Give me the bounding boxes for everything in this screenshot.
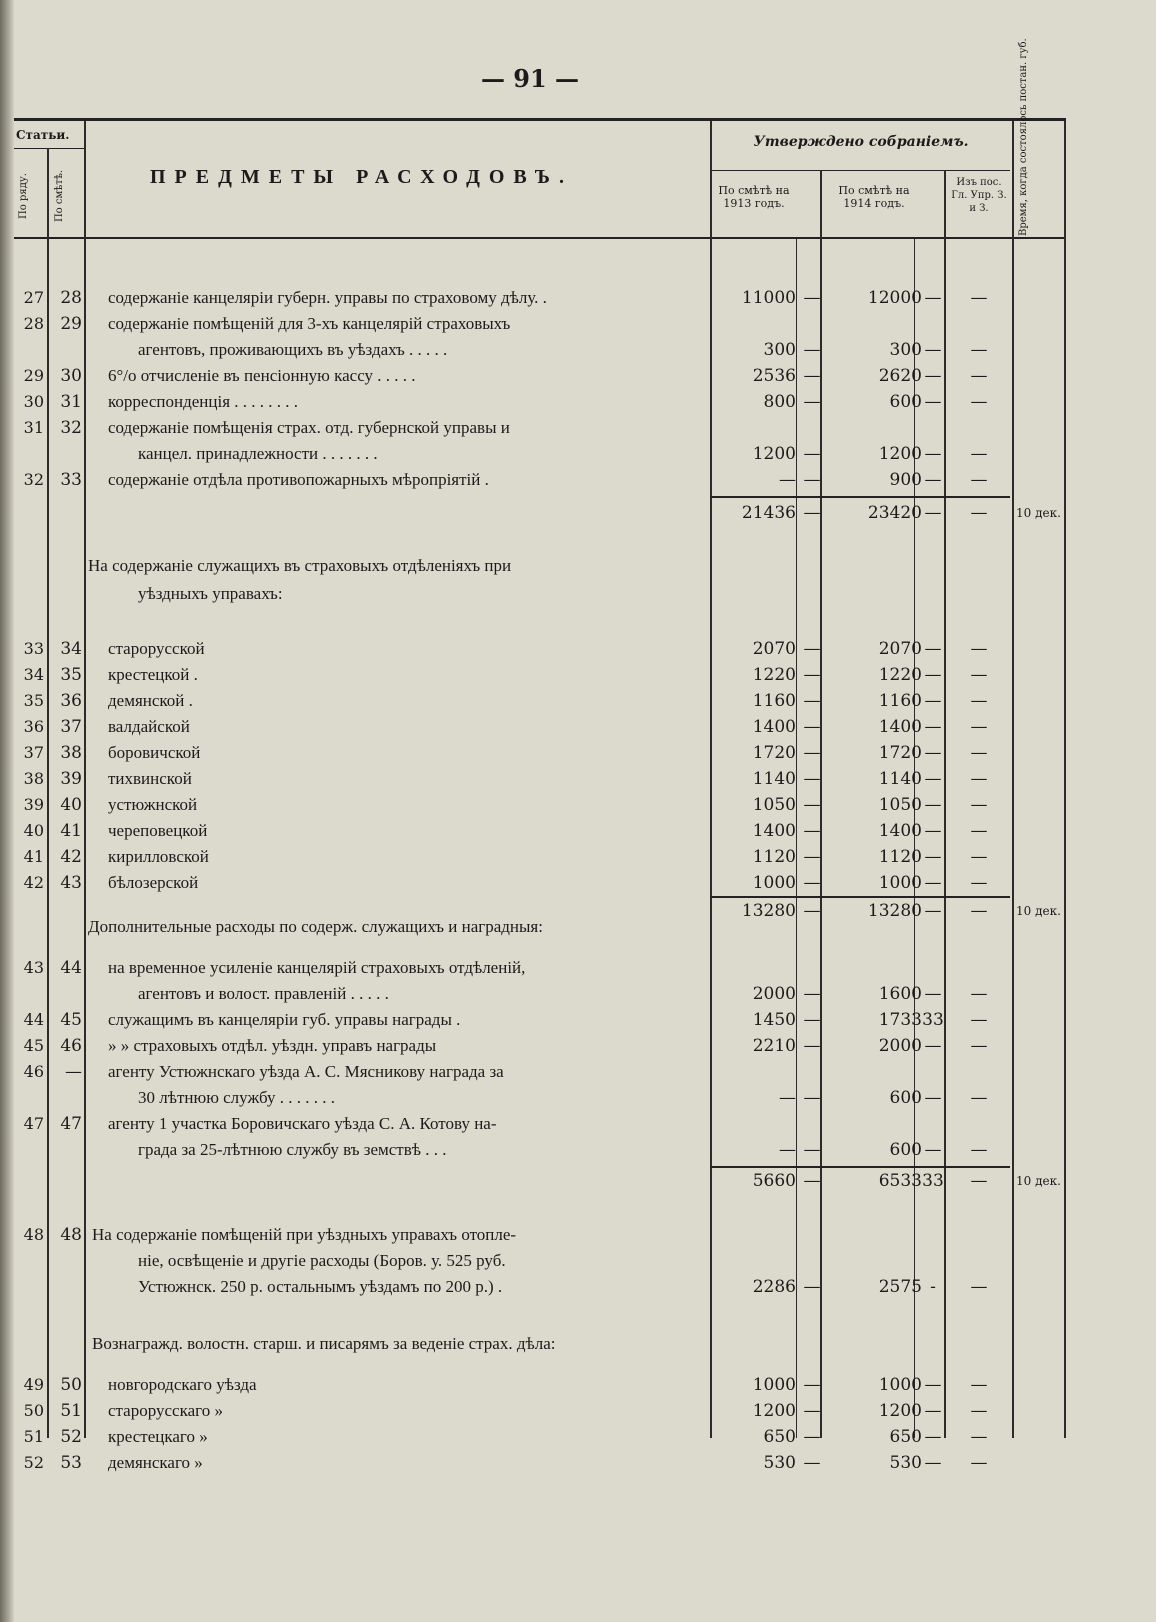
table-row-cont xyxy=(0,337,1156,363)
kop-1914: — xyxy=(924,340,942,360)
value-1914: 530 xyxy=(889,1453,922,1473)
row-text: корреспонденція . . . . . . . . xyxy=(108,392,299,411)
value-izpos: — xyxy=(970,1140,988,1160)
value-1913: 650 xyxy=(763,1427,796,1447)
row-number: 43 xyxy=(23,958,44,977)
statyi-rule xyxy=(14,148,84,149)
table-row xyxy=(0,363,1156,389)
estimate-number: 31 xyxy=(60,392,82,412)
table-row xyxy=(0,285,1156,311)
value-1913: 1400 xyxy=(752,821,796,841)
value-izpos: — xyxy=(970,639,988,659)
kop-1913: — xyxy=(803,717,821,737)
kop-1913: — xyxy=(803,470,821,490)
estimate-number: 41 xyxy=(60,821,82,841)
header-statyi: Статьи. xyxy=(16,128,70,142)
value-1914: 600 xyxy=(889,392,922,412)
kop-1913: — xyxy=(803,288,821,308)
value-izpos: — xyxy=(970,340,988,360)
value-1913: 2000 xyxy=(752,984,796,1004)
kop-1914: — xyxy=(924,1088,942,1108)
value-1913: 1120 xyxy=(752,847,796,867)
kop-1914: — xyxy=(924,665,942,685)
value-izpos: — xyxy=(970,717,988,737)
value-1914: 1000 xyxy=(878,1375,922,1395)
subtotal-row xyxy=(0,500,1156,526)
kop-1913: — xyxy=(803,1140,821,1160)
row-text-cont: Устюжнск. 250 р. остальнымъ уѣздамъ по 200 р.) . xyxy=(138,1277,503,1296)
value-1913: 1000 xyxy=(752,1375,796,1395)
row-number: 51 xyxy=(23,1427,44,1446)
table-row xyxy=(0,1372,1156,1398)
value-izpos: — xyxy=(970,1171,988,1191)
row-text-cont: града за 25-лѣтнюю службу въ земствѣ . . . xyxy=(138,1140,447,1159)
kop-1914: — xyxy=(924,366,942,386)
estimate-number: 51 xyxy=(60,1401,82,1421)
approved-heading: Утверждено собраніемъ. xyxy=(753,134,969,150)
estimate-number: 34 xyxy=(60,639,82,659)
table-row-cont xyxy=(0,1085,1156,1111)
kop-1914: — xyxy=(924,847,942,867)
estimate-number: 32 xyxy=(60,418,82,438)
value-izpos: — xyxy=(970,366,988,386)
table-row xyxy=(0,1398,1156,1424)
row-text-cont: агентовъ и волост. правленій . . . . . xyxy=(138,984,389,1003)
value-1913: 530 xyxy=(763,1453,796,1473)
estimate-number: 40 xyxy=(60,795,82,815)
subtotal-1914: 13280 xyxy=(867,901,922,921)
row-text: агенту 1 участка Боровичскаго уѣзда С. А. Котову на- xyxy=(108,1114,497,1133)
value-izpos: — xyxy=(970,665,988,685)
row-text: » » страховыхъ отдѣл. уѣздн. управъ награды xyxy=(108,1036,437,1055)
row-text: агенту Устюжнскаго уѣзда А. С. Мясникову награда за xyxy=(108,1062,504,1081)
value-1913: — xyxy=(779,470,796,490)
value-izpos: — xyxy=(970,691,988,711)
estimate-number: 52 xyxy=(60,1427,82,1447)
value-1913: 1140 xyxy=(752,769,796,789)
value-izpos: — xyxy=(970,1401,988,1421)
row-text: валдайской xyxy=(108,717,190,736)
kop-1913: — xyxy=(803,1375,821,1395)
row-number: 36 xyxy=(23,717,44,736)
table-row xyxy=(0,311,1156,337)
row-text: 6°/о отчисленіе въ пенсіонную кассу . . . . . xyxy=(108,366,416,385)
row-text: устюжнской xyxy=(108,795,198,814)
row-number: 50 xyxy=(23,1401,44,1420)
table-row xyxy=(0,766,1156,792)
estimate-number: 39 xyxy=(60,769,82,789)
subtotal-1913: 21436 xyxy=(741,503,796,523)
section-heading: Вознагражд. волостн. старш. и писарямъ за веденіе страх. дѣла: xyxy=(92,1334,556,1353)
kop-1913: — xyxy=(803,1010,821,1030)
kop-1913: — xyxy=(803,392,821,412)
value-izpos: — xyxy=(970,901,988,921)
row-number: 37 xyxy=(23,743,44,762)
row-text-cont: агентовъ, проживающихъ въ уѣздахъ . . . . . xyxy=(138,340,448,359)
row-text: тихвинской xyxy=(108,769,192,788)
value-izpos: — xyxy=(970,847,988,867)
row-text: демянской . xyxy=(108,691,193,710)
table-row xyxy=(0,467,1156,493)
kop-1914: — xyxy=(924,691,942,711)
row-number: 47 xyxy=(23,1114,44,1133)
row-text: крестецкой . xyxy=(108,665,198,684)
value-1914: 2070 xyxy=(878,639,922,659)
table-row xyxy=(0,818,1156,844)
value-1914: 1400 xyxy=(878,821,922,841)
value-1913: 2286 xyxy=(752,1277,796,1297)
value-1913: 300 xyxy=(763,340,796,360)
table-row xyxy=(0,1222,1156,1248)
table-row xyxy=(0,1424,1156,1450)
value-izpos: — xyxy=(970,288,988,308)
row-text-cont: канцел. принадлежности . . . . . . . xyxy=(138,444,378,463)
kop-1913: — xyxy=(803,665,821,685)
value-izpos: — xyxy=(970,984,988,1004)
kop-1914: 33 xyxy=(922,1010,944,1030)
kop-1914: 33 xyxy=(922,1171,944,1191)
row-number: 46 xyxy=(23,1062,44,1081)
value-1913: — xyxy=(779,1088,796,1108)
estimate-number: 29 xyxy=(60,314,82,334)
value-izpos: — xyxy=(970,873,988,893)
value-izpos: — xyxy=(970,392,988,412)
value-1913: 800 xyxy=(763,392,796,412)
row-text: кирилловской xyxy=(108,847,209,866)
table-row xyxy=(0,1007,1156,1033)
row-text: На содержаніе помѣщеній при уѣздныхъ управахъ отопле- xyxy=(92,1225,517,1244)
estimate-number: 42 xyxy=(60,847,82,867)
header-izpos: Изъ пос. Гл. Упр. З. и З. xyxy=(951,177,1007,214)
value-izpos: — xyxy=(970,470,988,490)
table-top-rule xyxy=(14,118,1066,121)
value-izpos: — xyxy=(970,1036,988,1056)
value-izpos: — xyxy=(970,1375,988,1395)
kop-1913: — xyxy=(803,873,821,893)
page-number: — 91 — xyxy=(480,64,580,93)
value-1914: 2620 xyxy=(878,366,922,386)
estimate-number: 28 xyxy=(60,288,82,308)
value-1913: 2536 xyxy=(752,366,796,386)
table-row-cont xyxy=(0,1248,1156,1274)
value-izpos: — xyxy=(970,1277,988,1297)
value-1914: 900 xyxy=(889,470,922,490)
value-1914: 300 xyxy=(889,340,922,360)
row-number: 39 xyxy=(23,795,44,814)
subtotal-1914: 6533 xyxy=(878,1171,922,1191)
value-izpos: — xyxy=(970,795,988,815)
row-text: старорусскаго » xyxy=(108,1401,223,1420)
row-number: 27 xyxy=(23,288,44,307)
subtotal-1914: 23420 xyxy=(867,503,922,523)
kop-1913: — xyxy=(803,1401,821,1421)
row-number: 33 xyxy=(23,639,44,658)
value-1914: 600 xyxy=(889,1140,922,1160)
header-time: Время, когда состоялось постан. губ. xyxy=(1018,38,1029,236)
kop-1913: — xyxy=(803,1427,821,1447)
estimate-number: 44 xyxy=(60,958,82,978)
value-1913: — xyxy=(779,1140,796,1160)
row-number: 34 xyxy=(23,665,44,684)
kop-1913: — xyxy=(803,1036,821,1056)
table-row-cont xyxy=(0,981,1156,1007)
table-row xyxy=(0,1450,1156,1476)
kop-1913: — xyxy=(803,1453,821,1473)
kop-1914: — xyxy=(924,743,942,763)
table-row xyxy=(0,870,1156,896)
table-row xyxy=(0,415,1156,441)
value-1913: 2070 xyxy=(752,639,796,659)
value-1913: 1050 xyxy=(752,795,796,815)
row-text: содержаніе отдѣла противопожарныхъ мѣропріятій . xyxy=(108,470,489,489)
kop-1914: — xyxy=(924,984,942,1004)
section-heading-cont: уѣздныхъ управахъ: xyxy=(138,584,283,603)
estimate-number: 43 xyxy=(60,873,82,893)
value-1914: 1200 xyxy=(878,444,922,464)
row-text: демянскаго » xyxy=(108,1453,203,1472)
table-row xyxy=(0,688,1156,714)
row-number: 35 xyxy=(23,691,44,710)
row-text: содержаніе помѣщеній для 3-хъ канцелярій страховыхъ xyxy=(108,314,511,333)
section-heading: На содержаніе служащихъ въ страховыхъ отдѣленіяхъ при xyxy=(88,556,512,575)
value-1913: 1220 xyxy=(752,665,796,685)
kop-1914: — xyxy=(924,1375,942,1395)
value-1913: 1000 xyxy=(752,873,796,893)
value-1914: 1050 xyxy=(878,795,922,815)
table-row-cont xyxy=(0,1137,1156,1163)
estimate-number: 45 xyxy=(60,1010,82,1030)
kop-1913: — xyxy=(803,901,821,921)
section-heading: Дополнительные расходы по содерж. служащихъ и наградныя: xyxy=(88,917,543,936)
table-row xyxy=(0,792,1156,818)
row-text: служащимъ въ канцеляріи губ. управы награды . xyxy=(108,1010,461,1029)
value-1913: 1200 xyxy=(752,1401,796,1421)
kop-1914: — xyxy=(924,1401,942,1421)
kop-1914: - xyxy=(930,1277,936,1297)
kop-1913: — xyxy=(803,639,821,659)
table-row xyxy=(0,1059,1156,1085)
value-1913: 1720 xyxy=(752,743,796,763)
row-number: 38 xyxy=(23,769,44,788)
kop-1914: — xyxy=(924,444,942,464)
kop-1913: — xyxy=(803,340,821,360)
kop-1913: — xyxy=(803,821,821,841)
kop-1913: — xyxy=(803,984,821,1004)
subtotal-row xyxy=(0,1168,1156,1194)
estimate-number: 37 xyxy=(60,717,82,737)
kop-1914: — xyxy=(924,392,942,412)
estimate-number: 46 xyxy=(60,1036,82,1056)
value-1914: 12000 xyxy=(867,288,922,308)
value-1914: 1160 xyxy=(878,691,922,711)
kop-1914: — xyxy=(924,717,942,737)
row-number: 45 xyxy=(23,1036,44,1055)
kop-1914: — xyxy=(924,639,942,659)
row-text: старорусской xyxy=(108,639,205,658)
subtotal-1913: 13280 xyxy=(741,901,796,921)
row-text: череповецкой xyxy=(108,821,208,840)
value-1914: 1140 xyxy=(878,769,922,789)
row-text: на временное усиленіе канцелярій страховыхъ отдѣленій, xyxy=(108,958,526,977)
kop-1914: — xyxy=(924,503,942,523)
table-row xyxy=(0,662,1156,688)
estimate-number: 35 xyxy=(60,665,82,685)
table-row xyxy=(0,1111,1156,1137)
kop-1913: — xyxy=(803,847,821,867)
value-izpos: — xyxy=(970,1427,988,1447)
kop-1913: — xyxy=(803,1277,821,1297)
value-1914: 1220 xyxy=(878,665,922,685)
header-po-smete: По смѣтѣ. xyxy=(54,169,65,223)
estimate-number: 53 xyxy=(60,1453,82,1473)
kop-1913: — xyxy=(803,1088,821,1108)
kop-1914: — xyxy=(924,1453,942,1473)
row-number: 28 xyxy=(23,314,44,333)
value-izpos: — xyxy=(970,1088,988,1108)
kop-1914: — xyxy=(924,1427,942,1447)
row-number: 44 xyxy=(23,1010,44,1029)
table-row xyxy=(0,844,1156,870)
kop-1914: — xyxy=(924,873,942,893)
value-1914: 1720 xyxy=(878,743,922,763)
value-1913: 2210 xyxy=(752,1036,796,1056)
kop-1914: — xyxy=(924,901,942,921)
estimate-number: 30 xyxy=(60,366,82,386)
row-number: 40 xyxy=(23,821,44,840)
row-number: 41 xyxy=(23,847,44,866)
value-1913: 1160 xyxy=(752,691,796,711)
estimate-number: 36 xyxy=(60,691,82,711)
kop-1913: — xyxy=(803,366,821,386)
value-izpos: — xyxy=(970,1010,988,1030)
decision-date: 10 дек. xyxy=(1016,1174,1061,1188)
value-1913: 11000 xyxy=(741,288,796,308)
row-text: крестецкаго » xyxy=(108,1427,208,1446)
value-1914: 2575 xyxy=(878,1277,922,1297)
estimate-number: 47 xyxy=(60,1114,82,1134)
value-izpos: — xyxy=(970,503,988,523)
row-text: новгородскаго уѣзда xyxy=(108,1375,257,1394)
table-row-cont xyxy=(0,1274,1156,1300)
row-text: боровичской xyxy=(108,743,201,762)
estimate-number: 38 xyxy=(60,743,82,763)
value-1914: 1000 xyxy=(878,873,922,893)
table-row xyxy=(0,389,1156,415)
value-1914: 1200 xyxy=(878,1401,922,1421)
table-row xyxy=(0,955,1156,981)
row-text: содержаніе канцеляріи губерн. управы по страховому дѣлу. . xyxy=(108,288,547,307)
value-izpos: — xyxy=(970,821,988,841)
header-po-ryadu: По ряду. xyxy=(18,173,29,219)
estimate-number: 33 xyxy=(60,470,82,490)
value-1914: 1733 xyxy=(878,1010,922,1030)
value-1914: 600 xyxy=(889,1088,922,1108)
row-number: 52 xyxy=(23,1453,44,1472)
value-izpos: — xyxy=(970,769,988,789)
value-1914: 650 xyxy=(889,1427,922,1447)
kop-1913: — xyxy=(803,691,821,711)
row-number: 29 xyxy=(23,366,44,385)
table-row xyxy=(0,740,1156,766)
table-row xyxy=(0,1033,1156,1059)
value-1914: 1600 xyxy=(878,984,922,1004)
header-1913: По смѣтѣ на 1913 годъ. xyxy=(718,184,790,210)
row-text: содержаніе помѣщенія страх. отд. губернской управы и xyxy=(108,418,510,437)
header-1914: По смѣтѣ на 1914 годъ. xyxy=(838,184,910,210)
kop-1913: — xyxy=(803,769,821,789)
kop-1913: — xyxy=(803,795,821,815)
table-row xyxy=(0,714,1156,740)
value-1914: 1120 xyxy=(878,847,922,867)
approved-rule xyxy=(710,170,1010,171)
row-text-cont: 30 лѣтнюю службу . . . . . . . xyxy=(138,1088,335,1107)
value-1914: 1400 xyxy=(878,717,922,737)
kop-1914: — xyxy=(924,1036,942,1056)
decision-date: 10 дек. xyxy=(1016,506,1061,520)
kop-1914: — xyxy=(924,470,942,490)
row-number: 31 xyxy=(23,418,44,437)
value-1913: 1450 xyxy=(752,1010,796,1030)
row-text: бѣлозерской xyxy=(108,873,199,892)
kop-1913: — xyxy=(803,444,821,464)
kop-1914: — xyxy=(924,795,942,815)
kop-1913: — xyxy=(803,743,821,763)
kop-1913: — xyxy=(803,1171,821,1191)
row-number: 48 xyxy=(23,1225,44,1244)
estimate-number: 50 xyxy=(60,1375,82,1395)
estimate-number: 48 xyxy=(60,1225,82,1245)
header-bottom-rule xyxy=(14,237,1066,239)
kop-1914: — xyxy=(924,821,942,841)
subtotal-1913: 5660 xyxy=(752,1171,796,1191)
table-row xyxy=(0,636,1156,662)
value-1913: 1200 xyxy=(752,444,796,464)
row-number: 30 xyxy=(23,392,44,411)
row-number: 42 xyxy=(23,873,44,892)
row-text-cont: ніе, освѣщеніе и другіе расходы (Боров. у. 525 руб. xyxy=(138,1251,506,1270)
table-title: ПРЕДМЕТЫ РАСХОДОВЪ. xyxy=(150,166,573,188)
row-number: 32 xyxy=(23,470,44,489)
decision-date: 10 дек. xyxy=(1016,904,1061,918)
subtotal-rule xyxy=(710,496,1010,498)
value-izpos: — xyxy=(970,1453,988,1473)
estimate-number: — xyxy=(65,1062,82,1082)
kop-1914: — xyxy=(924,288,942,308)
kop-1914: — xyxy=(924,1140,942,1160)
kop-1913: — xyxy=(803,503,821,523)
value-izpos: — xyxy=(970,743,988,763)
kop-1914: — xyxy=(924,769,942,789)
value-1913: 1400 xyxy=(752,717,796,737)
value-1914: 2000 xyxy=(878,1036,922,1056)
value-izpos: — xyxy=(970,444,988,464)
table-row-cont xyxy=(0,441,1156,467)
row-number: 49 xyxy=(23,1375,44,1394)
